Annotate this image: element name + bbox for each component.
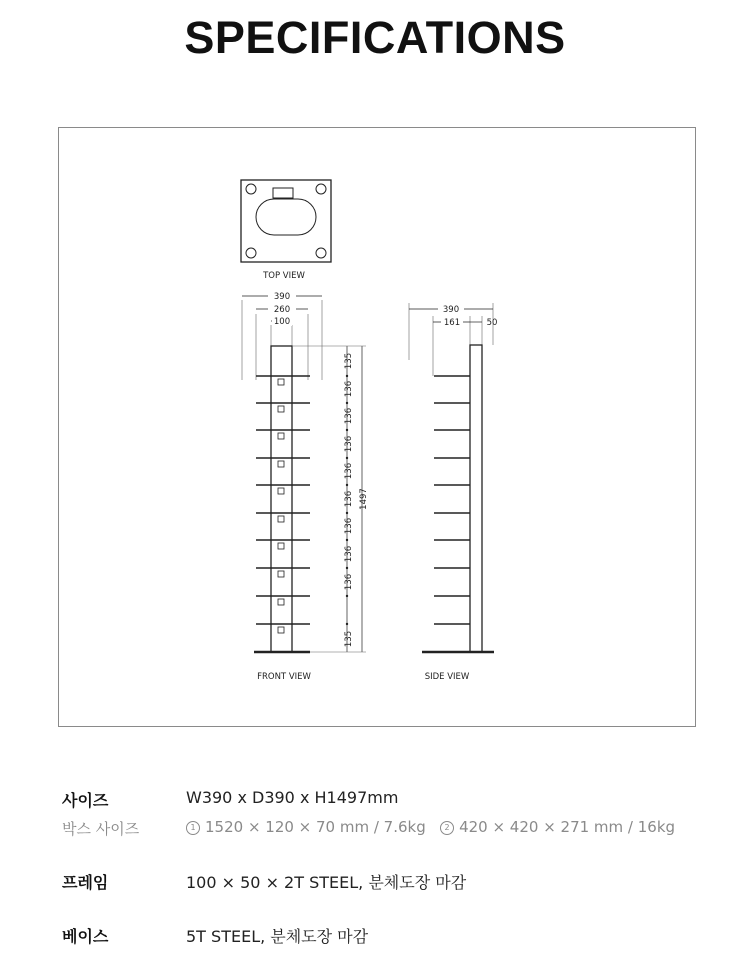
side-view-label: SIDE VIEW [424, 672, 470, 682]
dim-depth-total: 390 [442, 305, 460, 315]
dim-segment: 136 [344, 435, 354, 453]
dim-segment: 135 [344, 352, 354, 370]
box-size-values [186, 818, 675, 836]
corner-bolt-icon [246, 248, 256, 258]
box-1-value: 1520 × 120 × 70 mm / 7.6kg [205, 818, 426, 836]
shelf-brackets [278, 379, 284, 633]
dim-width-total: 390 [273, 292, 291, 302]
dim-height-total: 1497 [359, 488, 369, 510]
box-2-value: 420 × 420 × 271 mm / 16kg [459, 818, 676, 836]
corner-bolt-icon [246, 184, 256, 194]
size-label: 사이즈 [62, 791, 109, 810]
side-shelves [434, 376, 470, 624]
side-dim-labels [438, 303, 497, 328]
dim-segment: 136 [344, 407, 354, 425]
box-size-label: 박스 사이즈 [62, 820, 140, 838]
front-dim-labels [268, 290, 369, 647]
corner-bolt-icon [316, 248, 326, 258]
dim-width-mid: 260 [273, 305, 291, 315]
frame-value: 100 × 50 × 2T STEEL, 분체도장 마감 [186, 873, 467, 892]
top-view [241, 180, 331, 262]
dim-segment: 136 [344, 490, 354, 508]
circled-two-icon: 2 [440, 821, 454, 835]
side-view [409, 303, 494, 652]
dim-depth-shelf: 161 [443, 318, 461, 328]
dim-segment: 136 [344, 517, 354, 535]
base-label: 베이스 [62, 927, 109, 946]
front-shelves [256, 376, 310, 624]
base-value: 5T STEEL, 분체도장 마감 [186, 927, 369, 946]
frame-label: 프레임 [62, 873, 109, 892]
dim-segment: 136 [344, 573, 354, 591]
top-view-label: TOP VIEW [263, 271, 305, 281]
dim-depth-post: 50 [486, 318, 498, 328]
dim-segment: 135 [344, 630, 354, 648]
front-view-label: FRONT VIEW [257, 672, 311, 682]
page-title: SPECIFICATIONS [184, 12, 566, 63]
corner-bolt-icon [316, 184, 326, 194]
dim-width-post: 100 [273, 317, 291, 327]
dim-segment: 136 [344, 462, 354, 480]
dim-segment: 136 [344, 545, 354, 563]
size-value: W390 x D390 x H1497mm [186, 788, 399, 807]
circled-one-icon: 1 [186, 821, 200, 835]
dim-segment: 136 [344, 380, 354, 398]
